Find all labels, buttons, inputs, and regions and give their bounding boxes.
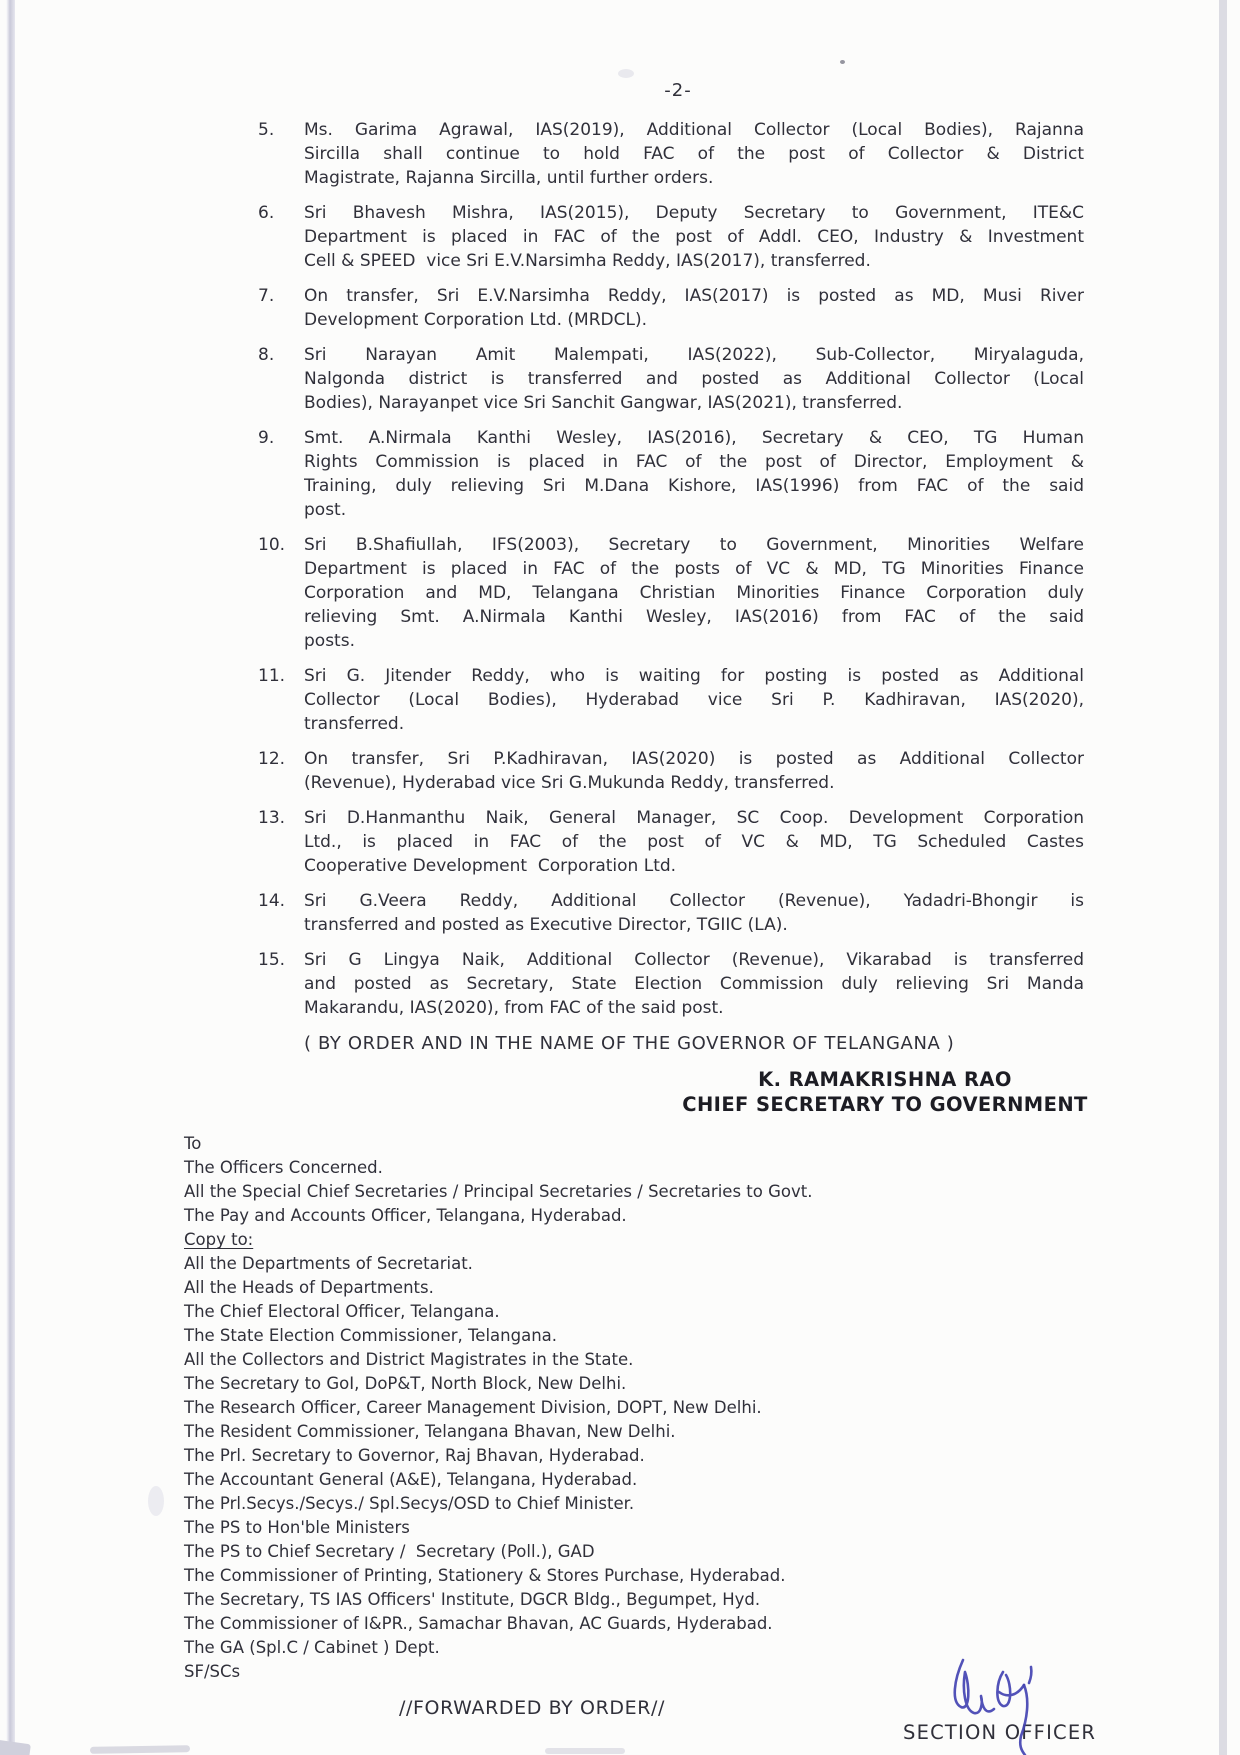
- order-item-number: 15.: [258, 950, 286, 970]
- order-item: [258, 806, 1084, 878]
- order-item-line: Cooperative Development Corporation Ltd.: [304, 856, 677, 876]
- forwarded-by-order-label: //FORWARDED BY ORDER//: [399, 1697, 666, 1719]
- order-item-line: Sri Bhavesh Mishra, IAS(2015), Deputy Secretary to Government, ITE&C: [304, 203, 1084, 223]
- distribution-line: The PS to Hon'ble Ministers: [184, 1518, 410, 1537]
- order-item-line: Bodies), Narayanpet vice Sri Sanchit Gangwar, IAS(2021), transferred.: [304, 393, 903, 413]
- order-item-line: Nalgonda district is transferred and posted as Additional Collector (Local: [304, 369, 1084, 389]
- order-item-text: [304, 343, 1084, 415]
- to-lines: [184, 1156, 812, 1228]
- distribution-line: The PS to Chief Secretary / Secretary (Poll.), GAD: [184, 1542, 595, 1561]
- order-item-line: Ms. Garima Agrawal, IAS(2019), Additional Collector (Local Bodies), Rajanna: [304, 120, 1084, 140]
- order-item-line: Sri G. Jitender Reddy, who is waiting for posting is posted as Additional: [304, 666, 1084, 686]
- distribution-line: The Chief Electoral Officer, Telangana.: [184, 1302, 500, 1321]
- order-item-line: Department is placed in FAC of the post of Addl. CEO, Industry & Investment: [304, 227, 1084, 247]
- section-officer-label: SECTION OFFICER: [903, 1721, 1097, 1744]
- order-item-line: transferred.: [304, 714, 405, 734]
- order-item-line: and posted as Secretary, State Election Commission duly relieving Sri Manda: [304, 974, 1084, 994]
- order-item-line: Sri Narayan Amit Malempati, IAS(2022), Sub-Collector, Miryalaguda,: [304, 345, 1084, 365]
- distribution-line: The GA (Spl.C / Cabinet ) Dept.: [184, 1638, 440, 1657]
- scan-corner-smudge: [0, 1740, 31, 1755]
- order-item: [258, 664, 1084, 736]
- distribution-line: The Pay and Accounts Officer, Telangana, Hyderabad.: [184, 1206, 627, 1225]
- order-item-line: Sircilla shall continue to hold FAC of the post of Collector & District: [304, 144, 1084, 164]
- scan-bottom-smudge: [545, 1748, 625, 1754]
- signatory-name: K. RAMAKRISHNA RAO: [758, 1068, 1012, 1091]
- distribution-line: All the Special Chief Secretaries / Principal Secretaries / Secretaries to Govt.: [184, 1182, 813, 1201]
- order-item-text: [304, 284, 1084, 332]
- distribution-line: The Accountant General (A&E), Telangana, Hyderabad.: [184, 1470, 638, 1489]
- order-item: [258, 948, 1084, 1020]
- order-item: [258, 343, 1084, 415]
- order-item-line: Sri D.Hanmanthu Naik, General Manager, SC Coop. Development Corporation: [304, 808, 1084, 828]
- distribution-line: The State Election Commissioner, Telangana.: [184, 1326, 558, 1345]
- distribution-line: The Prl. Secretary to Governor, Raj Bhavan, Hyderabad.: [184, 1446, 645, 1465]
- distribution-line: The Resident Commissioner, Telangana Bhavan, New Delhi.: [184, 1422, 676, 1441]
- order-item: [258, 889, 1084, 937]
- distribution-line: The Research Officer, Career Management Division, DOPT, New Delhi.: [184, 1398, 762, 1417]
- order-item-line: Magistrate, Rajanna Sircilla, until further orders.: [304, 168, 714, 188]
- order-item-line: Corporation and MD, Telangana Christian Minorities Finance Corporation duly: [304, 583, 1084, 603]
- order-item-text: [304, 948, 1084, 1020]
- order-item-line: post.: [304, 500, 347, 520]
- order-item-text: [304, 747, 1084, 795]
- by-order-line: ( BY ORDER AND IN THE NAME OF THE GOVERNOR OF TELANGANA ): [304, 1033, 955, 1054]
- scan-edge-left: [6, 0, 15, 1755]
- copy-to-underlined-text: Copy to:: [184, 1230, 254, 1249]
- order-item-text: [304, 118, 1084, 190]
- distribution-line: The Officers Concerned.: [184, 1158, 383, 1177]
- distribution-line: The Commissioner of Printing, Stationery & Stores Purchase, Hyderabad.: [184, 1566, 786, 1585]
- order-item-text: [304, 426, 1084, 522]
- distribution-line: All the Collectors and District Magistrates in the State.: [184, 1350, 634, 1369]
- order-item-number: 7.: [258, 286, 275, 306]
- order-item: [258, 284, 1084, 332]
- order-item: [258, 533, 1084, 653]
- distribution-line: All the Departments of Secretariat.: [184, 1254, 473, 1273]
- distribution-block: [184, 1132, 812, 1684]
- order-item-text: [304, 889, 1084, 937]
- signatory-block: [682, 1067, 1088, 1117]
- order-item-line: Sri G.Veera Reddy, Additional Collector (Revenue), Yadadri-Bhongir is: [304, 891, 1084, 911]
- distribution-line: All the Heads of Departments.: [184, 1278, 434, 1297]
- order-item: [258, 201, 1084, 273]
- order-item-line: Sri G Lingya Naik, Additional Collector (Revenue), Vikarabad is transferred: [304, 950, 1084, 970]
- scan-edge-right: [1219, 0, 1227, 1755]
- order-item-line: transferred and posted as Executive Director, TGIIC (LA).: [304, 915, 788, 935]
- order-item-line: Training, duly relieving Sri M.Dana Kishore, IAS(1996) from FAC of the said: [304, 476, 1084, 496]
- order-item-line: Collector (Local Bodies), Hyderabad vice Sri P. Kadhiravan, IAS(2020),: [304, 690, 1084, 710]
- order-body: [258, 118, 1088, 1117]
- order-item-line: Department is placed in FAC of the posts of VC & MD, TG Minorities Finance: [304, 559, 1084, 579]
- order-item-line: (Revenue), Hyderabad vice Sri G.Mukunda Reddy, transferred.: [304, 773, 835, 793]
- order-item-number: 11.: [258, 666, 286, 686]
- order-item-number: 9.: [258, 428, 275, 448]
- order-item-text: [304, 201, 1084, 273]
- order-item-number: 10.: [258, 535, 286, 555]
- order-item-number: 12.: [258, 749, 286, 769]
- order-item-line: Rights Commission is placed in FAC of the post of Director, Employment &: [304, 452, 1084, 472]
- order-item-line: Sri B.Shafiullah, IFS(2003), Secretary to Government, Minorities Welfare: [304, 535, 1084, 555]
- order-item-line: Development Corporation Ltd. (MRDCL).: [304, 310, 647, 330]
- order-item-line: On transfer, Sri P.Kadhiravan, IAS(2020) is posted as Additional Collector: [304, 749, 1084, 769]
- page-number: -2-: [664, 80, 692, 101]
- order-item: [258, 118, 1084, 190]
- order-item-number: 6.: [258, 203, 275, 223]
- sf-notation: SF/SCs: [184, 1662, 241, 1681]
- order-item-line: On transfer, Sri E.V.Narsimha Reddy, IAS(2017) is posted as MD, Musi River: [304, 286, 1084, 306]
- order-item-line: relieving Smt. A.Nirmala Kanthi Wesley, IAS(2016) from FAC of the said: [304, 607, 1084, 627]
- signatory-designation: CHIEF SECRETARY TO GOVERNMENT: [682, 1093, 1088, 1116]
- order-item-text: [304, 664, 1084, 736]
- order-item-number: 5.: [258, 120, 275, 140]
- distribution-line: The Commissioner of I&PR., Samachar Bhavan, AC Guards, Hyderabad.: [184, 1614, 773, 1633]
- order-item: [258, 426, 1084, 522]
- order-item-number: 13.: [258, 808, 286, 828]
- distribution-line: The Secretary, TS IAS Officers' Institute, DGCR Bldg., Begumpet, Hyd.: [184, 1590, 761, 1609]
- distribution-line: The Secretary to GoI, DoP&T, North Block, New Delhi.: [184, 1374, 627, 1393]
- order-item-number: 14.: [258, 891, 286, 911]
- order-item-line: Smt. A.Nirmala Kanthi Wesley, IAS(2016), Secretary & CEO, TG Human: [304, 428, 1084, 448]
- scan-bottom-smudge: [90, 1745, 190, 1754]
- order-item-text: [304, 533, 1084, 653]
- order-item-line: Ltd., is placed in FAC of the post of VC & MD, TG Scheduled Castes: [304, 832, 1084, 852]
- scan-speck: [840, 60, 845, 64]
- distribution-line: The Prl.Secys./Secys./ Spl.Secys/OSD to Chief Minister.: [184, 1494, 635, 1513]
- order-item-line: Cell & SPEED vice Sri E.V.Narsimha Reddy, IAS(2017), transferred.: [304, 251, 871, 271]
- signature-ink: [950, 1650, 1040, 1755]
- order-item-number: 8.: [258, 345, 275, 365]
- scan-smudge: [618, 69, 634, 78]
- order-item-line: Makarandu, IAS(2020), from FAC of the said post.: [304, 998, 724, 1018]
- order-list: [258, 118, 1084, 1020]
- to-label: To: [184, 1134, 202, 1153]
- copy-to-label: [184, 1228, 812, 1252]
- scan-smudge: [148, 1486, 164, 1516]
- order-item: [258, 747, 1084, 795]
- copy-lines: [184, 1252, 812, 1660]
- order-item-line: posts.: [304, 631, 355, 651]
- order-item-text: [304, 806, 1084, 878]
